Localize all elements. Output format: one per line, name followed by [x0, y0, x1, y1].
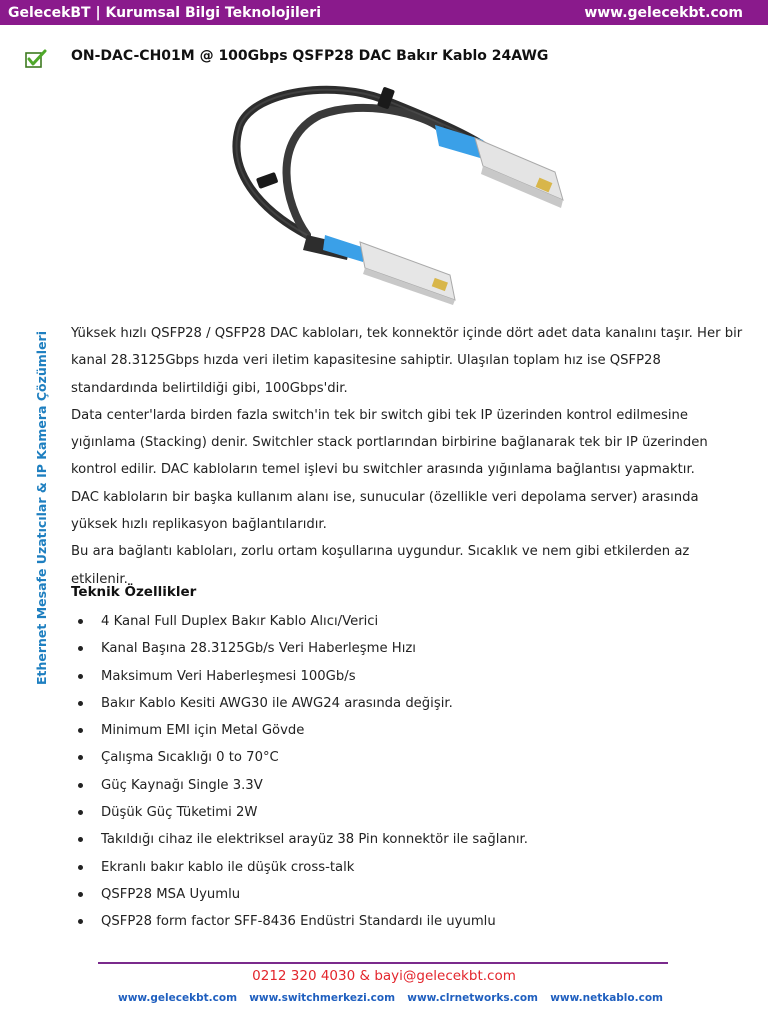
- header-website: www.gelecekbt.com: [584, 4, 743, 21]
- list-item: [71, 799, 731, 826]
- bullet-icon: [78, 755, 83, 760]
- footer-divider: [98, 962, 668, 964]
- list-item-text: 4 Kanal Full Duplex Bakır Kablo Alıcı/Verici: [101, 614, 379, 629]
- header-bar: [0, 0, 768, 25]
- bullet-icon: [78, 837, 83, 842]
- checkbox-check-icon: [25, 49, 47, 69]
- description-section: [71, 320, 746, 593]
- header-brand: GelecekBT | Kurumsal Bilgi Teknolojileri: [8, 4, 322, 21]
- list-item: [71, 772, 731, 799]
- footer-contact: 0212 320 4030 & bayi@gelecekbt.com: [252, 968, 516, 984]
- footer-link[interactable]: www.netkablo.com: [550, 992, 663, 1004]
- bullet-icon: [78, 783, 83, 788]
- paragraph: Bu ara bağlantı kabloları, zorlu ortam koşullarına uygundur. Sıcaklık ve nem gibi etkilerden az etkilenir.: [71, 544, 690, 587]
- list-item-text: Çalışma Sıcaklığı 0 to 70°C: [101, 750, 279, 766]
- list-item: [71, 717, 731, 744]
- bullet-icon: [78, 646, 83, 651]
- list-item: [71, 608, 731, 635]
- footer-link[interactable]: www.switchmerkezi.com: [249, 992, 396, 1004]
- list-item-text: Maksimum Veri Haberleşmesi 100Gb/s: [101, 668, 356, 684]
- paragraph: DAC kabloların bir başka kullanım alanı ise, sunucular (özellikle veri depolama server) arasında yüksek hızlı replikasyon bağlantılarıdır.: [71, 489, 699, 533]
- list-item-text: Düşük Güç Tüketimi 2W: [101, 805, 258, 821]
- paragraph: Data center'larda birden fazla switch'in tek bir switch gibi tek IP üzerinden kontrol edilmesine yığınlama (Stacking) denir. Switchler stack portlarından birbirine bağlanarak tek bir IP üzerinden kontrol edilir. DAC kabloların temel işlevi bu switchler arasında yığınlama bağlantısı yapmaktır.: [71, 407, 708, 478]
- footer-link[interactable]: www.gelecekbt.com: [118, 992, 238, 1004]
- upper-connector: [435, 125, 563, 208]
- list-item-text: QSFP28 MSA Uyumlu: [101, 886, 241, 902]
- list-item-text: Bakır Kablo Kesiti AWG30 ile AWG24 arasında değişir.: [101, 695, 453, 711]
- list-item: [71, 635, 731, 662]
- bullet-icon: [78, 919, 83, 924]
- list-item-text: Minimum EMI için Metal Gövde: [101, 723, 305, 739]
- list-item: [71, 826, 731, 853]
- document-title: ON-DAC-CH01M @ 100Gbps QSFP28 DAC Bakır Kablo 24AWG: [71, 48, 549, 64]
- lower-connector: [303, 235, 455, 305]
- specs-title: Teknik Özellikler: [71, 584, 197, 600]
- list-item-text: Ekranlı bakır kablo ile düşük cross-talk: [101, 859, 355, 875]
- list-item: [71, 690, 731, 717]
- list-item-text: Takıldığı cihaz ile elektriksel arayüz 38 Pin konnektör ile sağlanır.: [101, 832, 528, 848]
- bullet-icon: [78, 728, 83, 733]
- list-item-text: Kanal Başına 28.3125Gb/s Veri Haberleşme Hızı: [101, 641, 416, 657]
- paragraph: Yüksek hızlı QSFP28 / QSFP28 DAC kabloları, tek konnektör içinde dört adet data kanalını taşır. Her bir kanal 28.3125Gbps hızda veri iletim kapasitesine sahiptir. Ulaşılan toplam hız ise QSFP28 standardında belirtildiği gibi, 100Gbps'dir.: [71, 326, 743, 396]
- bullet-icon: [78, 674, 83, 679]
- list-item: [71, 744, 731, 771]
- list-item: [71, 881, 731, 908]
- specs-list: [71, 608, 731, 936]
- footer-link[interactable]: www.clrnetworks.com: [407, 992, 538, 1004]
- list-item: [71, 854, 731, 881]
- side-vertical-label: Ethernet Mesafe Uzatıcılar & IP Kamera Çözümleri: [34, 330, 49, 686]
- dac-cable-image: [225, 80, 570, 305]
- bullet-icon: [78, 865, 83, 870]
- bullet-icon: [78, 892, 83, 897]
- bullet-icon: [78, 701, 83, 706]
- list-item: [71, 663, 731, 690]
- list-item-text: Güç Kaynağı Single 3.3V: [101, 777, 263, 793]
- list-item: [71, 908, 731, 935]
- bullet-icon: [78, 810, 83, 815]
- list-item-text: QSFP28 form factor SFF-8436 Endüstri Standardı ile uyumlu: [101, 914, 496, 930]
- bullet-icon: [78, 619, 83, 624]
- footer-links: [118, 992, 663, 1004]
